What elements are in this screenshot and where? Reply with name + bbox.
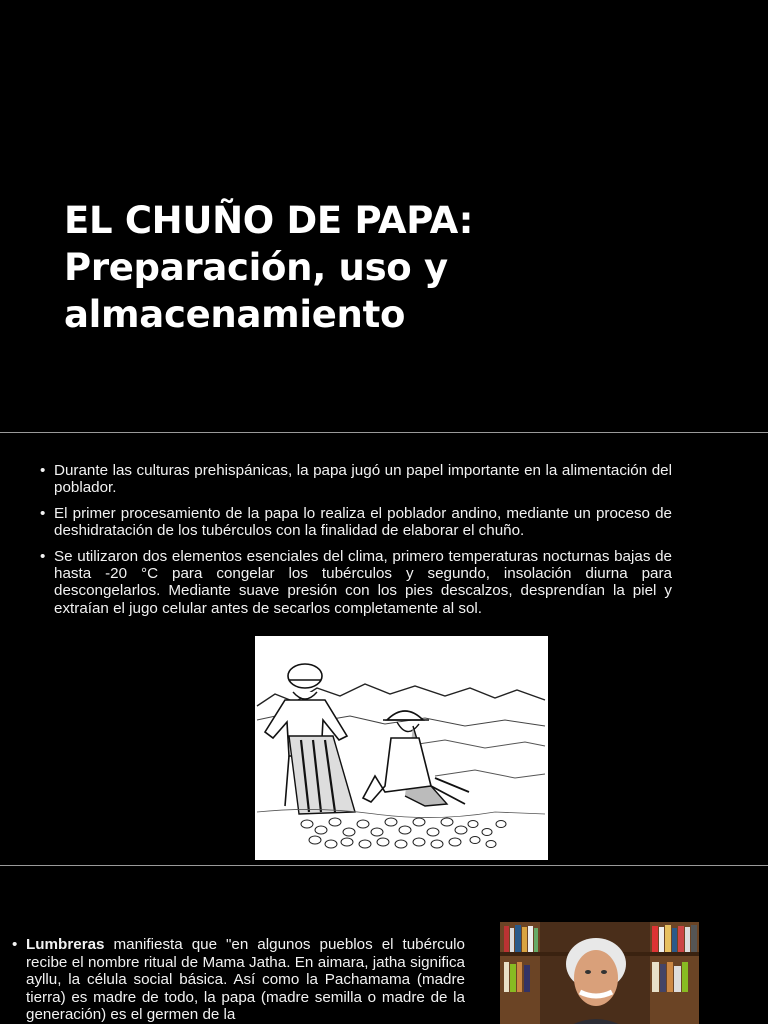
author-portrait: [500, 922, 699, 1024]
bullet-dot: •: [40, 504, 46, 522]
slide-title: [64, 197, 704, 338]
author-name: Lumbreras: [26, 936, 105, 953]
quote-slide: [0, 867, 768, 1024]
bullet-list: [40, 462, 672, 625]
list-item: [12, 936, 465, 1024]
bullet-dot: •: [40, 462, 46, 479]
slide-divider: [0, 865, 768, 866]
slide-divider: [0, 432, 768, 433]
title-line-3: almacenamiento: [64, 293, 406, 336]
bullet-text: Se utilizaron dos elementos esenciales del clima, primero temperaturas nocturnas bajas de hasta -20 °C para congelar los tubérculos y segundo, insolación diurna para descongelarlos. Mediante suave presión con los pies descalzos, desprendían la piel y extraían el jugo celular antes de secarlos completamente al sol.: [54, 547, 672, 617]
bullet-text: manifiesta que "en algunos pueblos el tubérculo recibe el nombre ritual de Mama Jatha. En aimara, jatha significa ayllu, la célula social básica. Así como la Pachamama (madre tierra) es madre de todo, la papa (madre semilla o madre de la generación) es el germen de la: [26, 936, 465, 1024]
bullet-dot: •: [12, 936, 18, 953]
list-item: [40, 505, 672, 540]
title-line-2: Preparación, uso y: [64, 246, 448, 289]
bullet-list: [12, 936, 465, 1024]
bullet-text: El primer procesamiento de la papa lo realiza el poblador andino, mediante un proceso de deshidratación de los tubérculos con la finalidad de elaborar el chuño.: [54, 504, 672, 540]
title-line-1: EL CHUÑO DE PAPA:: [64, 199, 474, 242]
list-item: [40, 548, 672, 618]
chuno-illustration: [255, 636, 548, 860]
list-item: [40, 462, 672, 497]
bullet-text: Durante las culturas prehispánicas, la papa jugó un papel importante en la alimentación del poblador.: [54, 462, 672, 497]
content-slide: [0, 434, 768, 865]
title-slide: [0, 0, 768, 432]
bullet-dot: •: [40, 547, 46, 565]
